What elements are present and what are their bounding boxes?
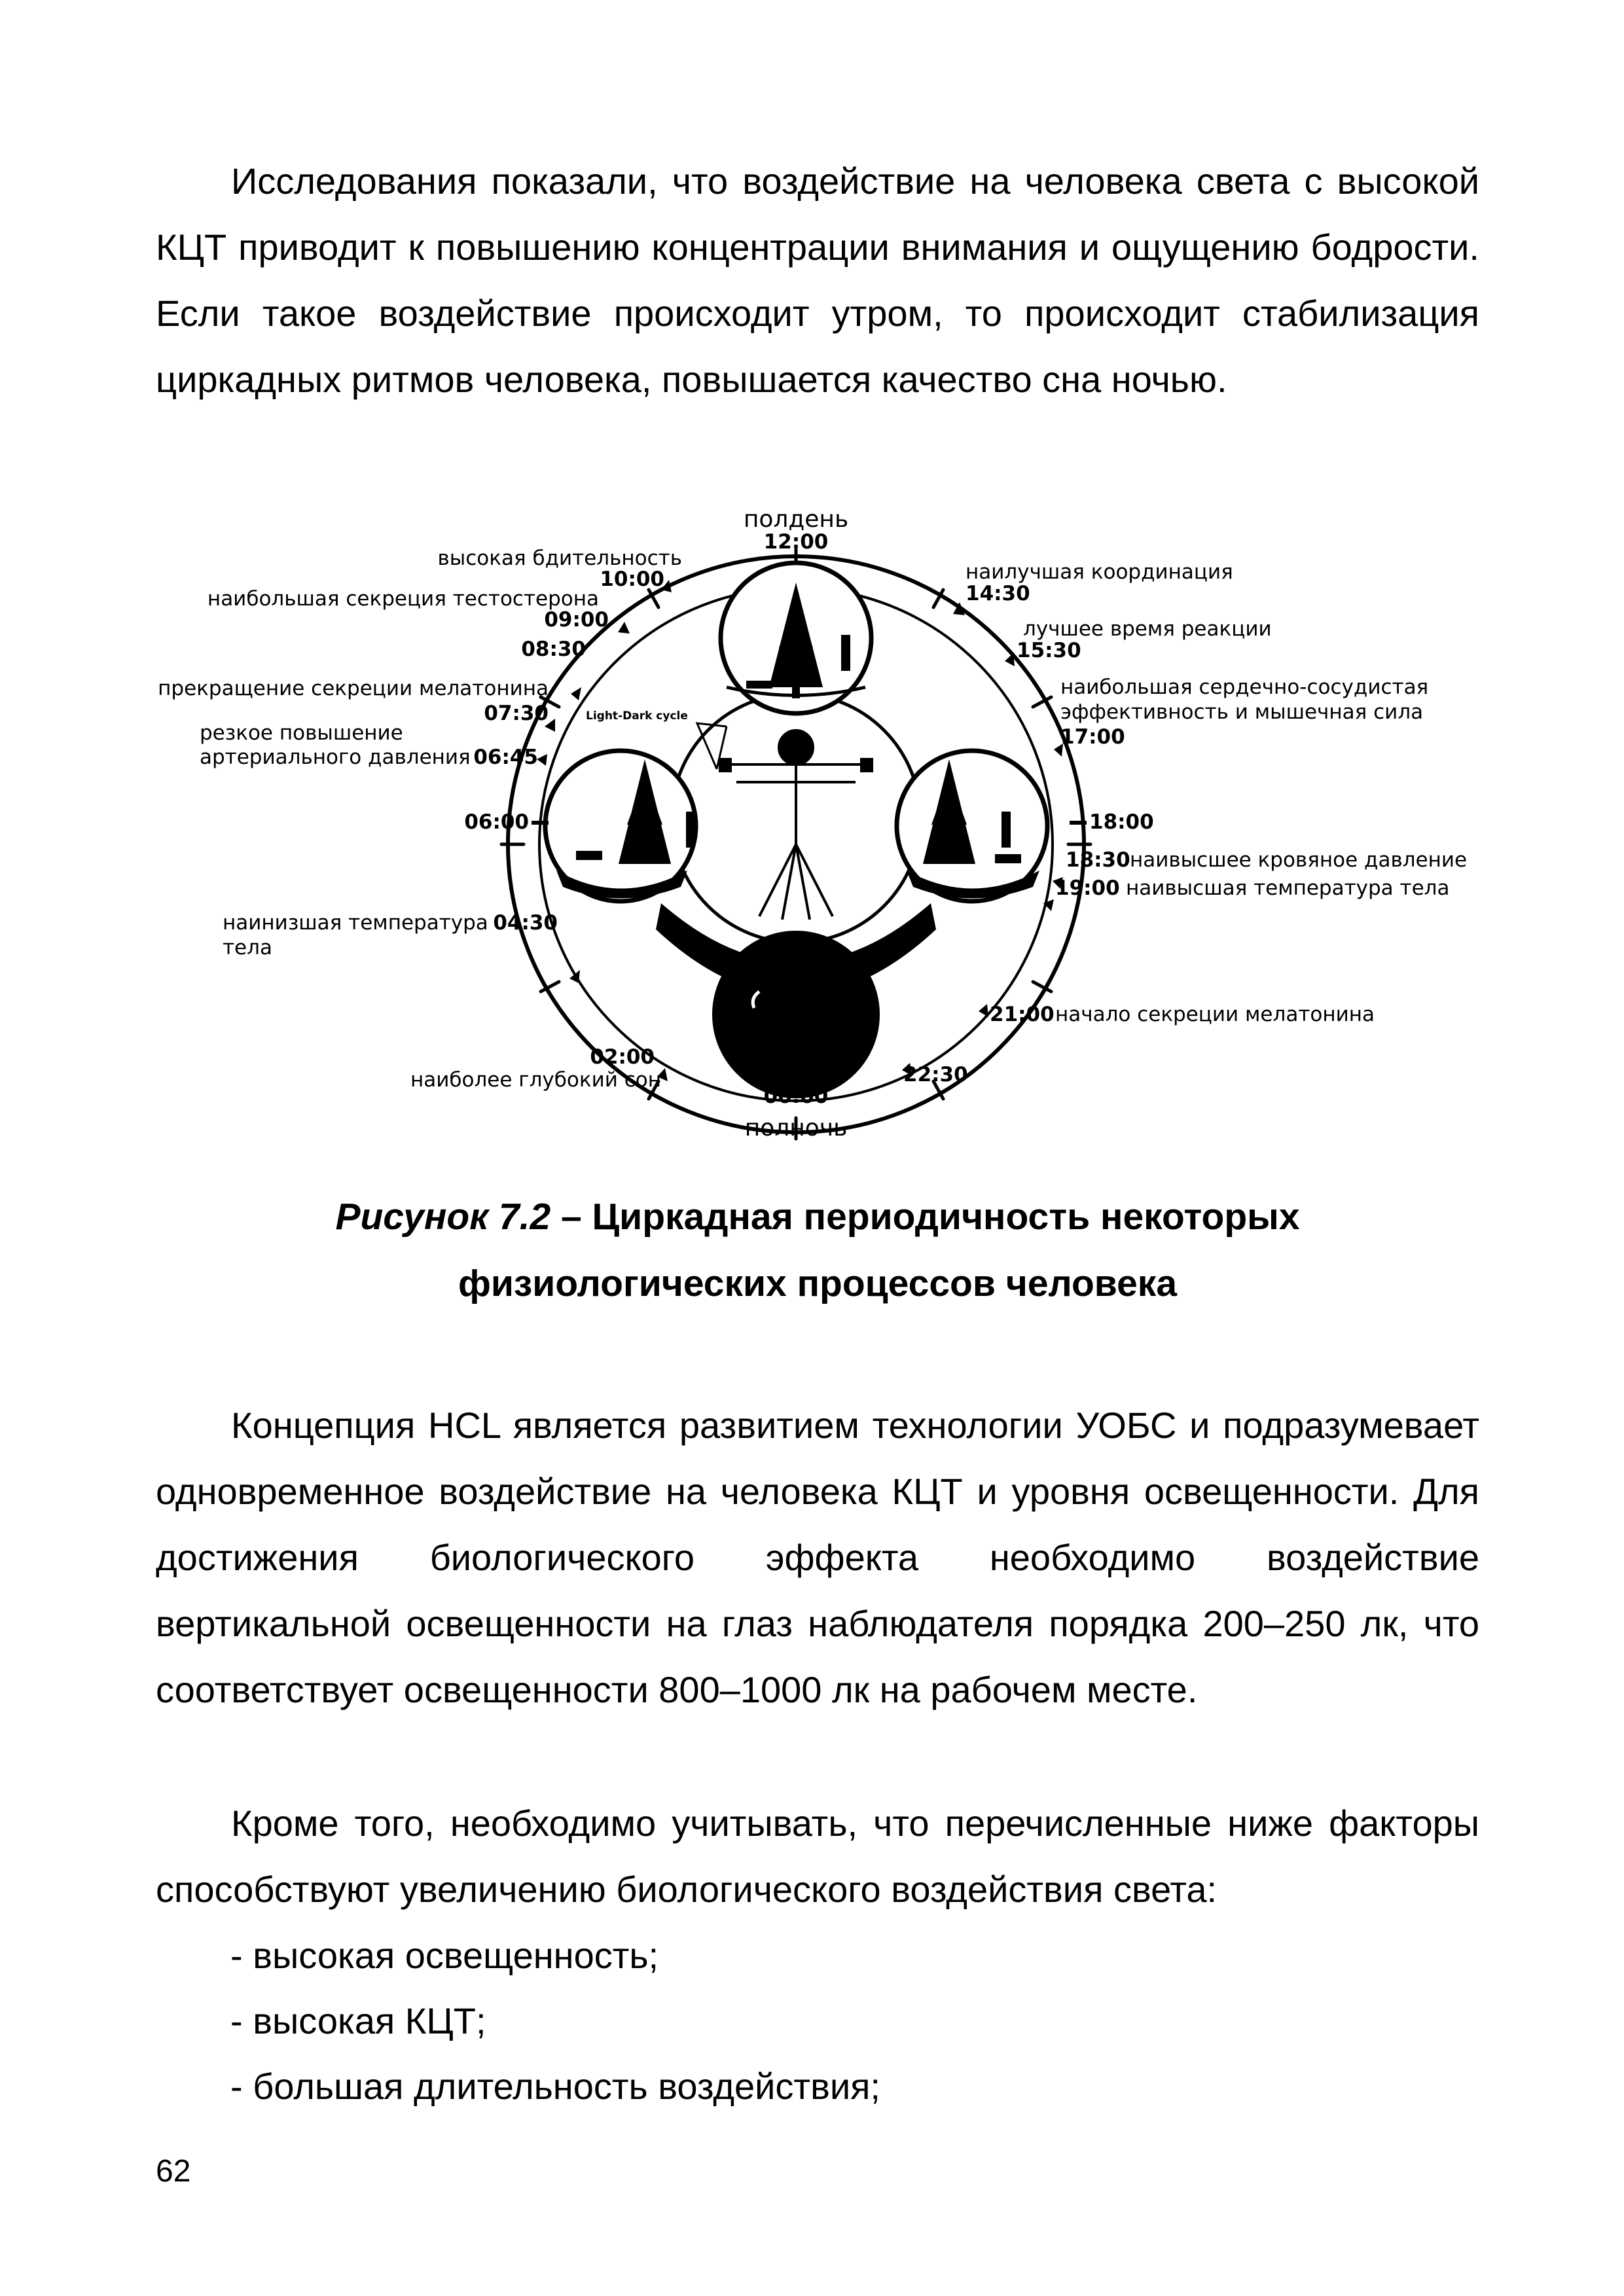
time-0600: 06:00 — [464, 810, 529, 834]
label-melatonin-start: начало секреции мелатонина — [1055, 1003, 1375, 1026]
time-1000: 10:00 — [600, 567, 664, 591]
noon-label: полдень — [743, 506, 849, 533]
time-2230: 22:30 — [903, 1063, 968, 1086]
time-1800: 18:00 — [1089, 810, 1154, 834]
label-bp-1: резкое повышение — [200, 721, 403, 745]
time-1900: 19:00 — [1055, 876, 1120, 900]
time-1830: 18:30 — [1066, 848, 1130, 872]
label-bp-high: наивысшее кровяное давление — [1130, 848, 1468, 872]
paragraph-hcl: Концепция HCL является развитием технологии УОБС и подразумевает одновременное воздействие на человека КЦТ и уровня освещенности. Для достижения биологического эффекта необходимо воздействие вертикальной освещенности на глаз наблюдателя порядка 200–250 лк, что соответствует освещенности 800–1000 лк на рабочем месте. — [156, 1405, 1479, 1710]
label-melatonin-stop: прекращение секреции мелатонина — [158, 677, 549, 700]
time-0430: 04:30 — [493, 911, 558, 935]
scene-morning-icon — [545, 751, 696, 901]
midnight-label: полночь — [744, 1115, 848, 1141]
label-deep-sleep: наиболее глубокий сон — [410, 1068, 661, 1092]
caption-line-1: Циркадная периодичность некоторых — [592, 1196, 1300, 1238]
paragraph-factors: Кроме того, необходимо учитывать, что перечисленные ниже факторы способствуют увеличению биологического воздействия света: — [156, 1803, 1479, 1910]
label-cardio-1: наибольшая сердечно-сосудистая — [1060, 675, 1429, 699]
label-temp-low-1: наинизшая температура — [223, 911, 488, 935]
caption-lead: Рисунок 7.2 — [335, 1196, 551, 1238]
time-2100: 21:00 — [990, 1003, 1055, 1026]
caption-line-2: физиологических процессов человека — [458, 1263, 1178, 1304]
time-0000: 00:00 — [763, 1085, 829, 1108]
scene-evening-icon — [897, 751, 1047, 901]
scene-night-icon — [714, 933, 878, 1096]
list-item: - высокая КЦТ; — [230, 2000, 486, 2041]
time-0730: 07:30 — [484, 702, 549, 725]
figure-caption: Рисунок 7.2 – Циркадная периодичность некоторых физиологических процессов человека — [335, 1196, 1300, 1304]
time-1700: 17:00 — [1060, 725, 1125, 749]
cycle-label: Light-Dark cycle — [586, 709, 688, 723]
label-temp-high: наивысшая температура тела — [1126, 876, 1450, 900]
label-reaction: лучшее время реакции — [1023, 617, 1272, 641]
label-bp-2: артериального давления — [200, 745, 471, 769]
list-item: - высокая освещенность; — [230, 1935, 659, 1976]
list-item: - большая длительность воздействия; — [230, 2066, 880, 2107]
time-1200: 12:00 — [763, 530, 829, 554]
time-0900: 09:00 — [544, 608, 609, 632]
paragraph-intro: Исследования показали, что воздействие на человека света с высокой КЦТ приводит к повышению концентрации внимания и ощущению бодрости. Если такое воздействие происходит утром, то происходит стабилизация циркадных ритмов человека, повышается качество сна ночью. — [156, 160, 1479, 400]
time-1430: 14:30 — [965, 582, 1030, 605]
time-0200: 02:00 — [590, 1045, 655, 1069]
label-testosterone: наибольшая секреция тестостерона — [207, 587, 599, 611]
circadian-figure — [0, 497, 1624, 1165]
label-temp-low-2: тела — [223, 936, 272, 960]
label-coordination: наилучшая координация — [965, 560, 1233, 584]
time-1530: 15:30 — [1017, 639, 1081, 662]
time-0645: 06:45 — [473, 745, 538, 769]
page-number: 62 — [156, 2154, 191, 2189]
label-alert: высокая бдительность — [437, 547, 682, 570]
label-cardio-2: эффективность и мышечная сила — [1060, 700, 1424, 724]
scene-noon-icon — [721, 563, 871, 713]
time-0830: 08:30 — [521, 637, 586, 661]
